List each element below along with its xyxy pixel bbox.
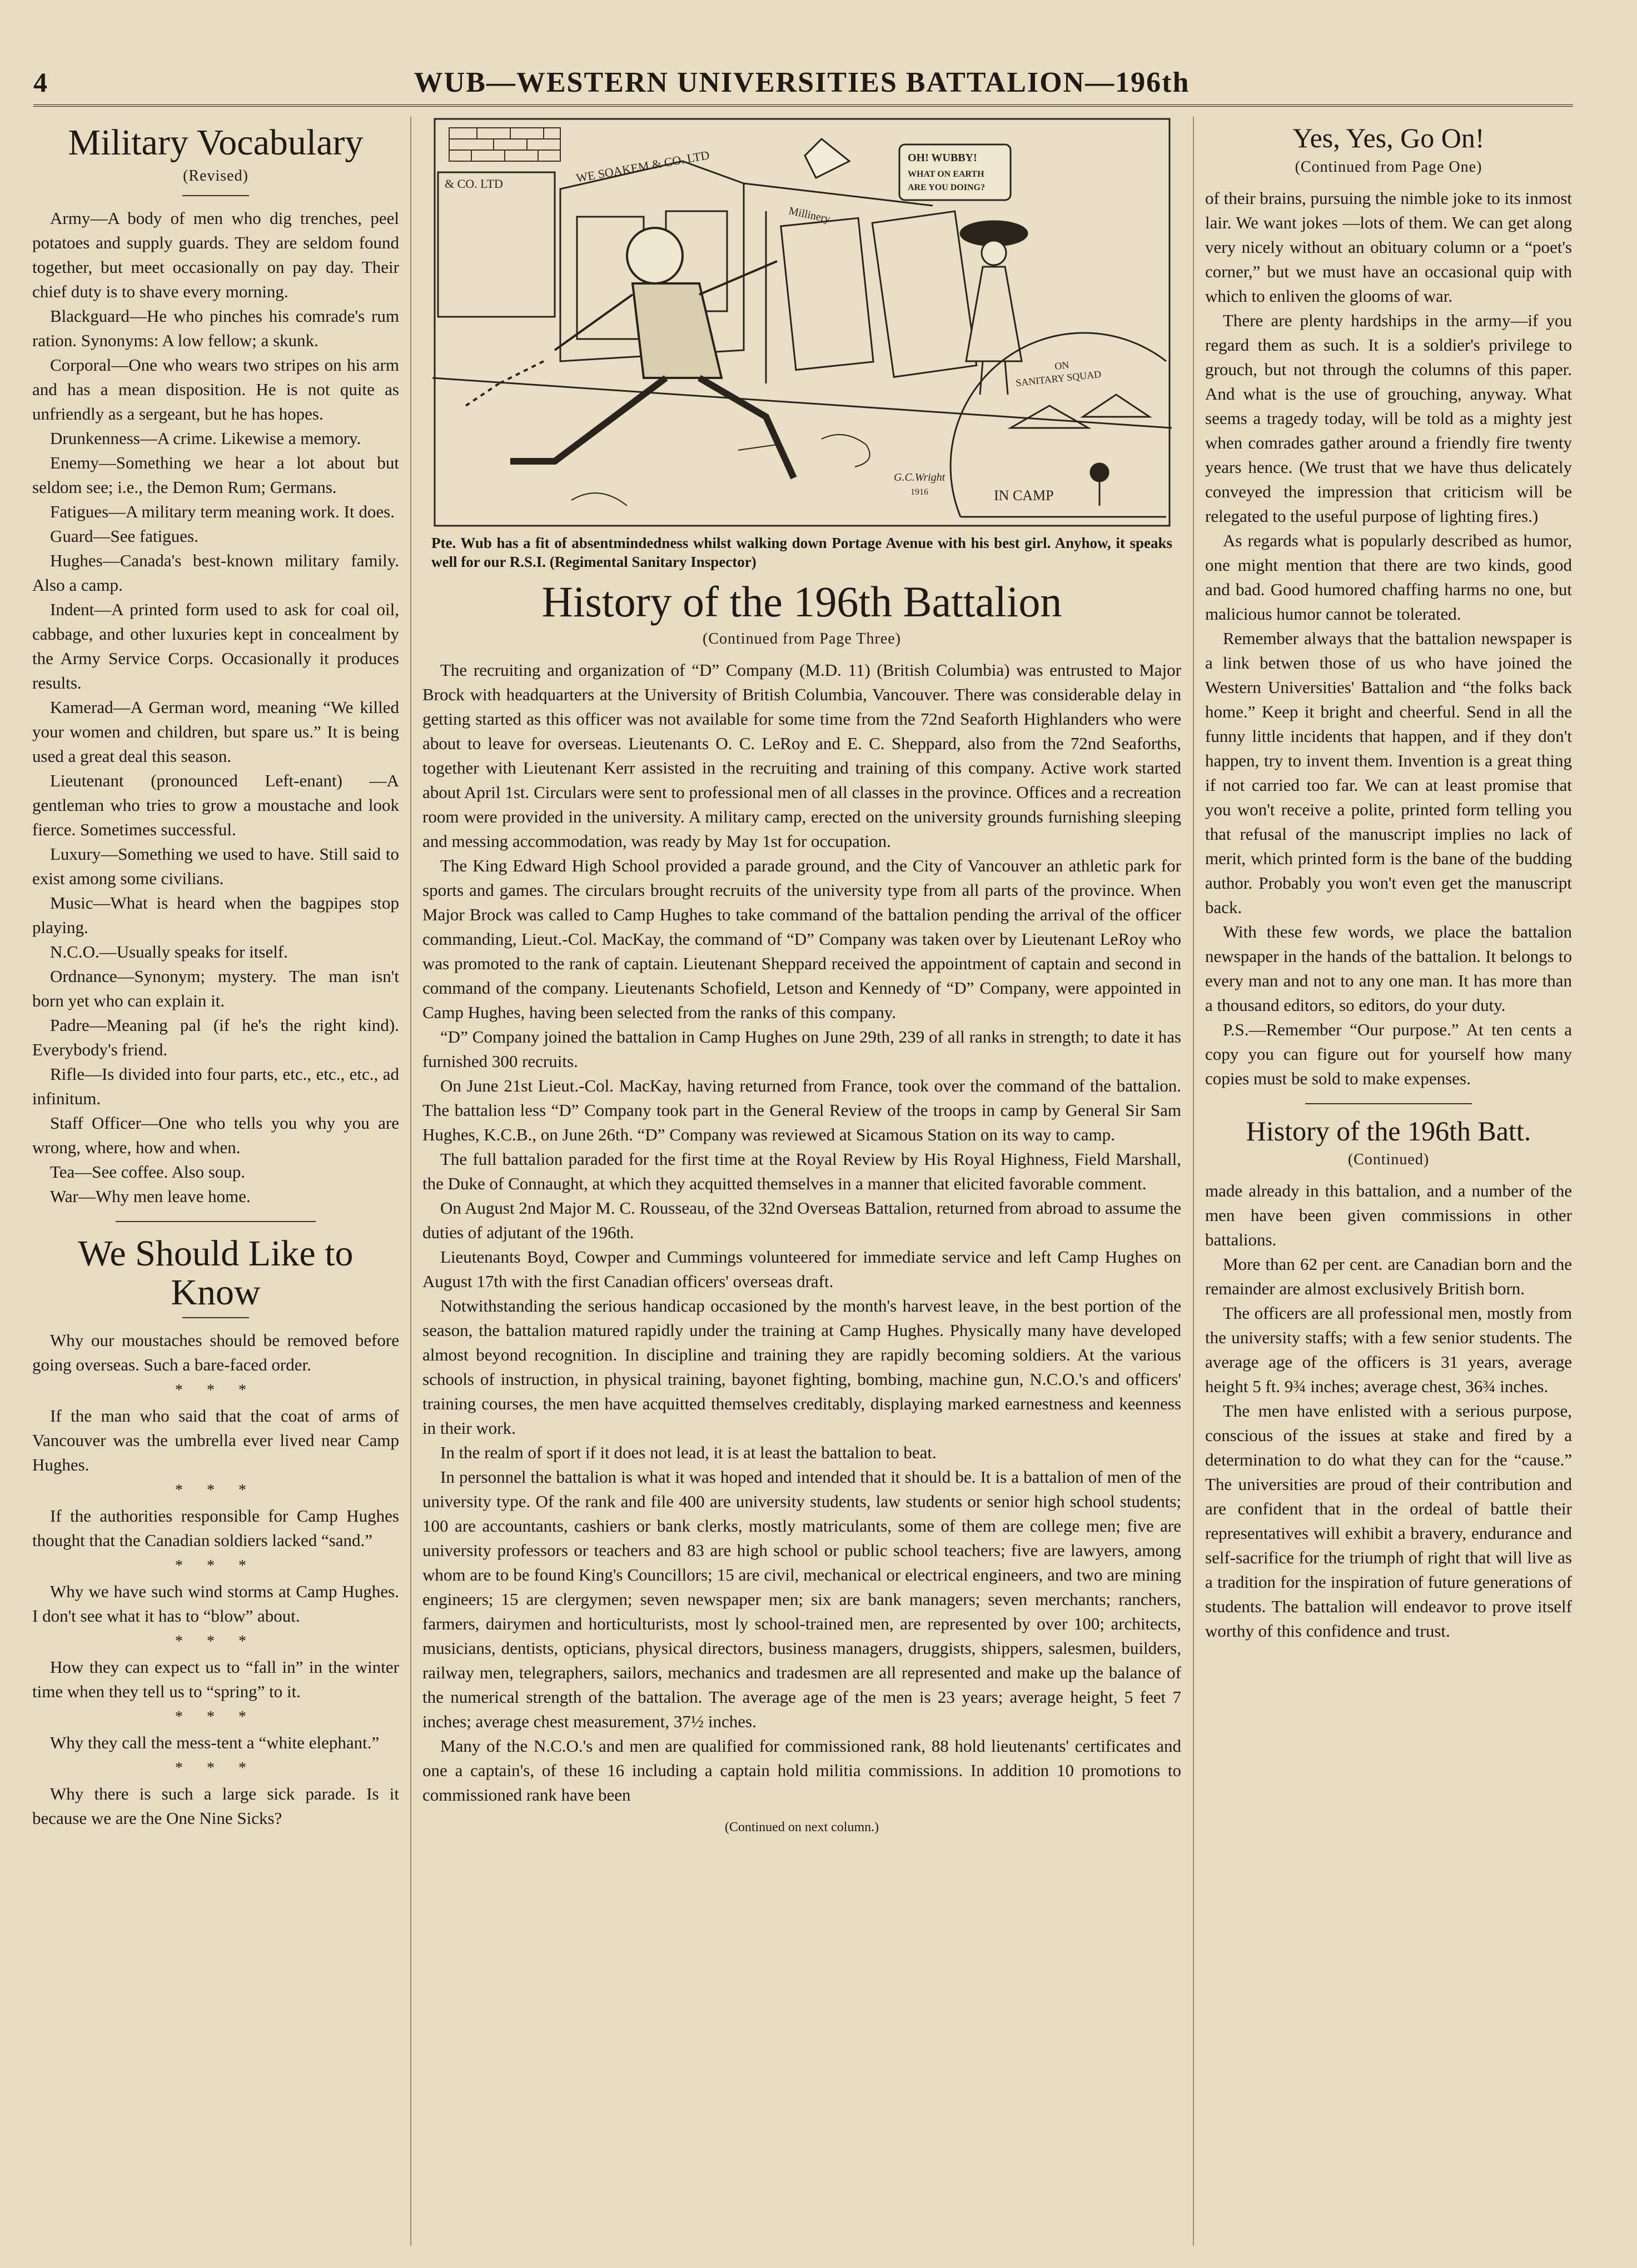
article-paragraph: In personnel the battalion is what it was hoped and intended that it should be. It is a battalion of men of the university type. Of the rank and file 400 are university students, law students or senior high school students; 100 are accountants, cashiers or bank clerks, mostly matriculants, some of them are college men; five are university professors or teachers and 83 are high school or public school teachers; five are lawyers, among whom are to be found King's Councillors; 15 are civil, mechanical or electrical engineers, and two are mining engineers; 15 are clergymen; seven newspaper men; six are bank managers; seven merchants; ranchers, farmers, dairymen and horticulturists, most ly school-trained men, are represented by over 100; architects, musicians, dentists, opticians, physical directors, business managers, druggists, shippers, salesmen, builders, railway men, telegraphers, sailors, mechanics and tradesmen are all represented and make up the balance of the numerical strength of the battalion. The average age of the men is 23 years; average height, 5 feet 7 inches; average chest measurement, 37½ inches. [422,1467,1181,1731]
vocab-entry: Indent—A printed form used to ask for coal oil, cabbage, and other luxuries kept in concealment by the Army Service Corps. Occasionally it produces results. [32,600,399,693]
masthead: WUB—WESTERN UNIVERSITIES BATTALION—196th [414,66,1190,98]
continued-note: (Continued on next column.) [724,1820,879,1835]
article-title: We Should Like to Know [78,1233,354,1313]
inset-title: ON [1053,359,1069,372]
star-separator: * * * [175,1759,256,1777]
vocab-entry: Kamerad—A German word, meaning “We killed your women and children, but spare us.” It is being used a great deal this season. [32,697,399,766]
vocab-entry: Luxury—Something we used to have. Still said to exist among some civilians. [32,844,399,889]
article-paragraph: of their brains, pursuing the nimble joke to its inmost lair. We want jokes —lots of them. We can get along very nicely without an obituary column or a “poet's corner,” but we must have an occasional quip with which to enliven the glooms of war. [1205,188,1572,306]
vocab-entry: Guard—See fatigues. [50,526,198,546]
star-separator: * * * [175,1381,256,1399]
inset-caption: IN CAMP [993,487,1054,504]
vocab-entry: Ordnance—Synonym; mystery. The man isn't born yet who can explain it. [32,966,399,1011]
middle-column [422,117,1181,2246]
vocab-entry: Rifle—Is divided into four parts, etc., etc., etc., ad infinitum. [32,1064,399,1109]
cartoon-illustration [432,117,1172,528]
vocab-entry: Tea—See coffee. Also soup. [50,1162,246,1182]
divider [182,195,249,196]
military-vocabulary-article [32,123,399,1209]
vocab-entry: War—Why men leave home. [50,1187,251,1207]
question-item: Why there is such a large sick parade. Is it because we are the One Nine Sicks? [32,1783,399,1828]
we-should-like-to-know-article [32,1234,399,1831]
star-separator: * * * [175,1557,256,1574]
article-title: Military Vocabulary [68,122,364,163]
star-separator: * * * [175,1632,256,1650]
speech-line: ARE YOU DOING? [907,183,985,192]
article-paragraph: More than 62 per cent. are Canadian born and the remainder are almost exclusively British born. [1205,1254,1572,1298]
speech-line: OH! WUBBY! [907,152,977,164]
question-item: Why we have such wind storms at Camp Hughes. I don't see what it has to “blow” about. [32,1581,399,1626]
vocab-entry: Corporal—One who wears two stripes on his arm and has a mean disposition. He is not quite as unfriendly as a sergeant, but he has hopes. [32,355,399,424]
article-subtitle: (Continued from Page One) [1295,158,1482,176]
page-header [33,60,1573,107]
vocab-entry: Lieutenant (pronounced Left-enant) —A gentleman who tries to grow a moustache and look fierce. Sometimes successful. [32,771,399,840]
article-paragraph: Many of the N.C.O.'s and men are qualified for commissioned rank, 88 hold lieutenants' certificates and one a captain's, of these 16 including a captain hold militia commissions. In addition 10 promotions to commissioned rank have been [422,1736,1181,1805]
article-paragraph: On August 2nd Major M. C. Rousseau, of the 32nd Overseas Battalion, returned from abroad to assume the duties of adjutant of the 196th. [422,1198,1181,1242]
article-paragraph: There are plenty hardships in the army—if you regard them as such. It is a soldier's privilege to grouch, but not through the columns of this paper. And what is the use of grouching, anyway. What seems a tragedy today, will be told as a mighty jest when comrades gather around a friendly fire twenty years hence. (We trust that we have thus delicately conveyed the impression that criticism will be relegated to the useful purpose of lighting fires.) [1205,310,1572,526]
right-column [1205,117,1572,2246]
left-column [32,117,399,2246]
article-paragraph: Notwithstanding the serious handicap occasioned by the month's harvest leave, in the best portion of the season, the battalion matured rapidly under the training at Camp Hughes. Physically many have developed almost beyond recognition. In discipline and training they are rapidly becoming soldiers. At the various schools of instruction, in physical training, bayonet fighting, bombing, machine gun, N.C.O.'s and officers' training courses, the men have acquitted themselves creditably, displaying marked earnestness and keenness in their work. [422,1295,1181,1438]
article-paragraph: The officers are all professional men, mostly from the university staffs; with a few senior students. The average age of the officers is 31 years, average height 5 ft. 9¾ inches; average chest, 36¾ inches. [1205,1303,1572,1396]
vocab-entry: Staff Officer—One who tells you why you are wrong, where, how and when. [32,1113,399,1158]
article-paragraph: The men have enlisted with a serious purpose, conscious of the issues at stake and fired by a determination to do what they can for the “cause.” The universities are proud of their contribution and are confident that in the ordeal of battle their representatives will exhibit a bravery, endurance and self-sacrifice for the triumph of right that will live as a tradition for the inspiration of future generations of students. The battalion will endeavor to prove itself worthy of this confidence and trust. [1205,1401,1572,1641]
history-196th-batt-article [1205,1116,1572,1644]
article-title: Yes, Yes, Go On! [1292,122,1485,153]
vocab-entry: Music—What is heard when the bagpipes stop playing. [32,893,399,938]
article-title: History of the 196th Battalion [541,577,1062,626]
article-paragraph: On June 21st Lieut.-Col. MacKay, having returned from France, took over the command of the battalion. The battalion less “D” Company took part in the General Review of the troops in camp by General Sir Sam Hughes, K.C.B., on June 26th. “D” Company was reviewed at Sicamous Station on its way to camp. [422,1075,1181,1144]
star-separator: * * * [175,1481,256,1499]
vocab-entry: Blackguard—He who pinches his comrade's rum ration. Synonyms: A low fellow; a skunk. [32,306,399,351]
article-paragraph: “D” Company joined the battalion in Camp Hughes on June 29th, 239 of all ranks in strength; to date it has furnished 300 recruits. [422,1026,1181,1071]
vocab-entry: N.C.O.—Usually speaks for itself. [50,942,288,962]
article-paragraph: As regards what is popularly described as humor, one might mention that there are two kinds, good and bad. Good humored chaffing harms no one, but malicious humor cannot be tolerated. [1205,530,1572,624]
divider [1305,1103,1472,1104]
question-item: If the man who said that the coat of arms of Vancouver was the umbrella ever lived near Camp Hughes. [32,1405,399,1474]
divider [182,1317,249,1318]
question-item: Why they call the mess-tent a “white elephant.” [50,1732,380,1752]
vocab-entry: Padre—Meaning pal (if he's the right kind). Everybody's friend. [32,1015,399,1060]
article-title: History of the 196th Batt. [1246,1115,1531,1147]
vocab-entry: Hughes—Canada's best-known military family. Also a camp. [32,551,399,595]
yes-yes-go-on-article [1205,123,1572,1091]
artist-signature-year: 1916 [910,487,928,497]
artist-signature: G.C.Wright [893,471,945,483]
article-paragraph: With these few words, we place the battalion newspaper in the hands of the battalion. It belongs to every man and not to any one man. It has more than a thousand editors, so editors, do your duty. [1205,921,1572,1015]
question-item: If the authorities responsible for Camp Hughes thought that the Canadian soldiers lacked “sand.” [32,1506,399,1550]
vocab-entry: Enemy—Something we hear a lot about but seldom see; i.e., the Demon Rum; Germans. [32,453,399,497]
history-196th-article [422,579,1181,1840]
article-paragraph: In the realm of sport if it does not lead, it is at least the battalion to beat. [440,1442,937,1462]
column-rule [1193,117,1194,2246]
question-item: Why our moustaches should be removed before going overseas. Such a bare-faced order. [32,1330,399,1374]
vocab-entry: Army—A body of men who dig trenches, peel potatoes and supply guards. They are seldom found together, but meet occasionally on pay day. Their chief duty is to shave every morning. [32,208,399,302]
star-separator: * * * [175,1708,256,1726]
vocab-entry: Fatigues—A military term meaning work. It does. [50,502,395,522]
page-number: 4 [33,67,47,98]
divider [116,1221,316,1222]
article-subtitle: (Continued from Page Three) [703,630,901,647]
shop-sign: WE SOAKEM & CO. LTD [575,148,710,185]
article-paragraph: The King Edward High School provided a parade ground, and the City of Vancouver an athletic park for sports and games. The circulars brought recruits of the university type from all parts of the province. When Major Brock was called to Camp Hughes to take command of the battalion pending the arrival of the officer commanding, Lieut.-Col. MacKay, the command of “D” Company was taken over by Lieutenant LeRoy who was promoted to the rank of captain. Lieutenant Sheppard received the appointment of captain and second in command of the company. Lieutenants Schofield, Letson and Kennedy of “D” Company, were appointed in Camp Hughes, having been selected from the ranks of this company. [422,855,1181,1022]
article-paragraph: Lieutenants Boyd, Cowper and Cummings volunteered for immediate service and left Camp Hughes on August 17th with the first Canadian officers' overseas draft. [422,1247,1181,1291]
vocab-entry: Drunkenness—A crime. Likewise a memory. [50,428,361,448]
article-paragraph: The recruiting and organization of “D” Company (M.D. 11) (British Columbia) was entrusted to Major Brock with headquarters at the University of British Columbia, Vancouver. There was considerable delay in getting started as this officer was not available for some time from the 72nd Seaforth Highlanders who were about to leave for overseas. Lieutenants O. C. LeRoy and E. C. Sheppard, also from the 72nd Seaforths, together with Lieutenant Kerr assisted in the recruiting and training of this company. Active work started about April 1st. Circulars were sent to professional men of all classes in the province. Offices and a recreation room were provided in the university. A military camp, erected on the university grounds furnishing sleeping and messing accommodation, was ready by May 1st for occupation. [422,660,1181,851]
window-sign: Millinery [787,205,831,226]
article-subtitle: (Continued) [1347,1151,1430,1168]
article-paragraph: Remember always that the battalion newspaper is a link betwen those of us who have joined the Western Universities' Battalion and “the folks back home.” Keep it bright and cheerful. Send in all the funny little incidents that happen, and if they don't happen, try to invent them. Invention is a great thing if not carried too far. We can at least promise that you won't receive a polite, printed form telling you that refusal of the manuscript implies no lack of merit, which printed form is the bane of the budding author. Probably you won't even get the manuscript back. [1205,628,1572,917]
shop-sign: & CO. LTD [444,177,503,191]
cartoon-caption: Pte. Wub has a fit of absentmindedness whilst walking down Portage Avenue with his best girl. Anyhow, it speaks well for our R.S.I. (Regimental Sanitary Inspector) [431,535,1172,570]
article-paragraph: P.S.—Remember “Our purpose.” At ten cents a copy you can figure out for yourself how many copies must be sold to make expenses. [1205,1019,1572,1088]
inset-title: SANITARY SQUAD [1014,368,1102,388]
question-item: How they can expect us to “fall in” in the winter time when they tell us to “spring” to it. [32,1657,399,1701]
speech-line: WHAT ON EARTH [907,170,984,179]
article-paragraph: made already in this battalion, and a number of the men have been given commissions in other battalions. [1205,1181,1572,1249]
column-rule [410,117,411,2246]
article-paragraph: The full battalion paraded for the first time at the Royal Review by His Royal Highness, Field Marshall, the Duke of Connaught, at which they acquitted themselves in a manner that elicited favorable comment. [422,1149,1181,1193]
article-subtitle: (Revised) [183,167,248,185]
